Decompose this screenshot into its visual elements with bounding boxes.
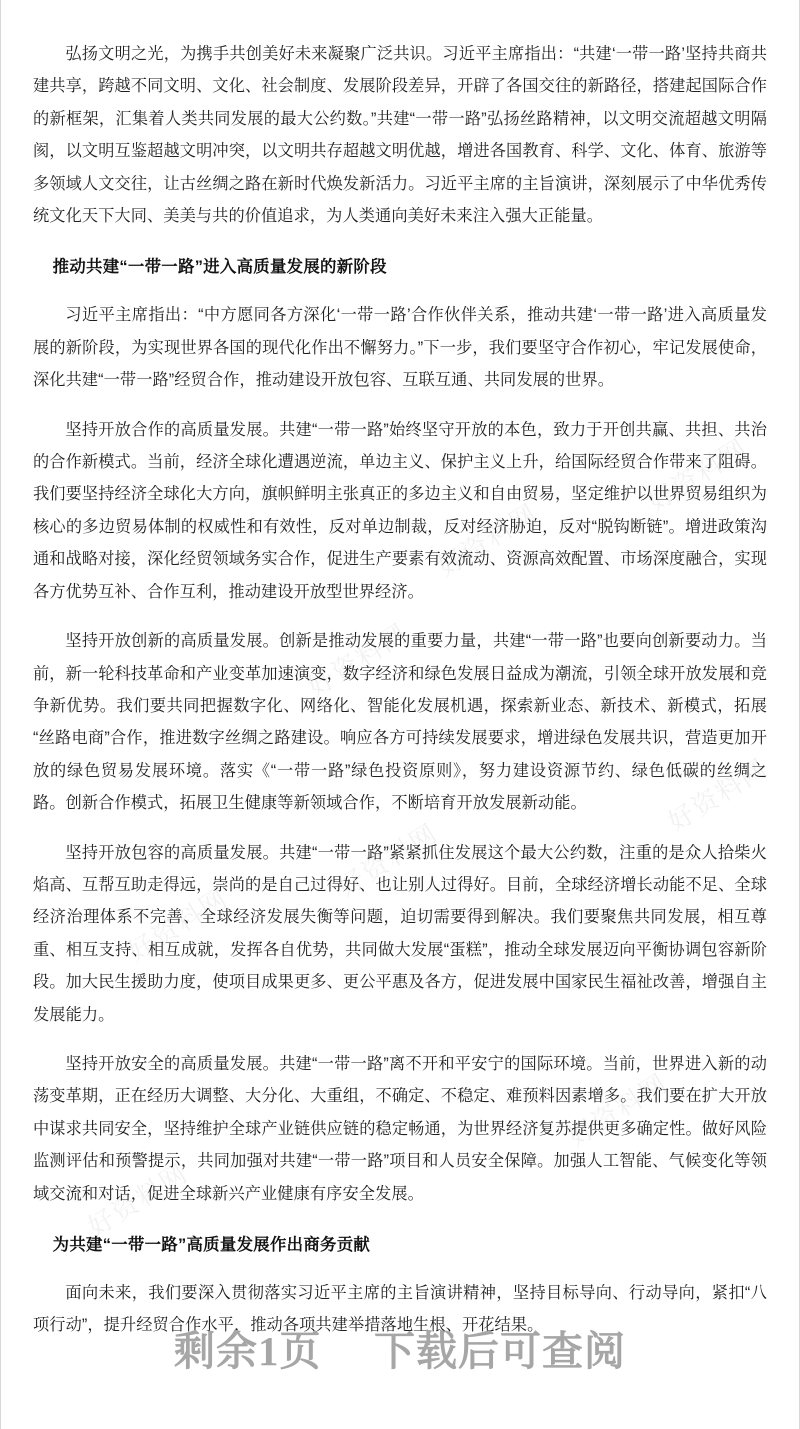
document-body [1, 0, 799, 1342]
body-paragraph: 坚持开放包容的高质量发展。共建“一带一路”紧紧抓住发展这个最大公约数，注重的是众人拾柴火焰高、互帮互助走得远，崇尚的是自己过得好、也让别人过得好。目前，全球经济增长动能不足、全球经济治理体系不完善、全球经济发展失衡等问题，迫切需要得到解决。我们要聚焦共同发展，相互尊重、相互支持、相互成就，发挥各自优势，共同做大发展“蛋糕”，推动全球发展迈向平衡协调包容新阶段。加大民生援助力度，使项目成果更多、更公平惠及各方，促进发展中国家民生福祉改善，增强自主发展能力。 [33, 843, 767, 1024]
section-heading: 推动共建“一带一路”进入高质量发展的新阶段 [52, 258, 387, 277]
body-paragraph: 坚持开放合作的高质量发展。共建“一带一路”始终坚守开放的本色，致力于开创共赢、共担、共治的合作新模式。当前，经济全球化遭遇逆流，单边主义、保护主义上升，给国际经贸合作带来了阻碍。我们要坚持经济全球化大方向，旗帜鲜明主张真正的多边主义和自由贸易，坚定维护以世界贸易组织为核心的多边贸易体制的权威性和有效性，反对单边制裁，反对经济胁迫，反对“脱钩断链”。增进政策沟通和战略对接，深化经贸领域务实合作，促进生产要素有效流动、资源高效配置、市场深度融合，实现各方优势互补、合作互利，推动建设开放型世界经济。 [33, 420, 767, 601]
body-paragraph: 坚持开放安全的高质量发展。共建“一带一路”离不开和平安宁的国际环境。当前，世界进入新的动荡变革期，正在经历大调整、大分化、大重组，不确定、不稳定、难预料因素增多。我们要在扩大开放中谋求共同安全，坚持维护全球产业链供应链的稳定畅通，为世界经济复苏提供更多确定性。做好风险监测评估和预警提示，共同加强对共建“一带一路”项目和人员安全保障。加强人工智能、气候变化等领域交流和对话，促进全球新兴产业健康有序安全发展。 [33, 1054, 767, 1203]
watermark-text: 好资料网 [332, 817, 444, 903]
watermark-text: 好资料网 [562, 1067, 674, 1153]
body-paragraph: 弘扬文明之光，为携手共创美好未来凝聚广泛共识。习近平主席指出：“共建‘一带一路’坚持共商共建共享，跨越不同文明、文化、社会制度、发展阶段差异，开辟了各国交往的新路径，搭建起国际合作的新框架，汇集着人类共同发展的最大公约数。”共建“一带一路”弘扬丝路精神，以文明交流超越文明隔阂，以文明互鉴超越文明冲突，以文明共存超越文明优越，增进各国教育、科学、文化、体育、旅游等多领域人文交往，让古丝绸之路在新时代焕发新活力。习近平主席的主旨演讲，深刻展示了中华优秀传统文化天下大同、美美与共的价值追求，为人类通向美好未来注入强大正能量。 [33, 45, 767, 226]
watermark-text: 好资料网 [642, 432, 754, 518]
section-heading: 为共建“一带一路”高质量发展作出商务贡献 [52, 1236, 371, 1254]
watermark-text: 好资料网 [122, 882, 234, 968]
watermark-text: 好资料网 [82, 1157, 194, 1243]
watermark-text: 好资料网 [432, 497, 544, 583]
download-teaser [1, 1318, 799, 1377]
body-paragraph: 坚持开放创新的高质量发展。创新是推动发展的重要力量，共建“一带一路”也要向创新要动力。当前，新一轮科技革命和产业变革加速演变，数字经济和绿色发展日益成为潮流，引领全球开放发展和竞争新优势。我们要共同把握数字化、网络化、智能化发展机遇，探索新业态、新技术、新模式，拓展“丝路电商”合作，推进数字丝绸之路建设。响应各方可持续发展要求，增进绿色发展共识，营造更加开放的绿色贸易发展环境。落实《“一带一路”绿色投资原则》，努力建设资源节约、绿色低碳的丝绸之路。创新合作模式，拓展卫生健康等新领域合作，不断培育开放发展新动能。 [33, 632, 767, 813]
watermark-text: 好资料网 [302, 617, 414, 703]
body-paragraph: 面向未来，我们要深入贯彻落实习近平主席的主旨演讲精神，坚持目标导向、行动导向，紧扣“八项行动”，提升经贸合作水平，推动各项共建举措落地生根、开花结果。 [33, 1284, 767, 1335]
download-hint-label: 下载后可查阅 [374, 1328, 626, 1374]
watermark-text: 好资料网 [662, 752, 774, 838]
body-paragraph: 习近平主席指出：“中方愿同各方深化‘一带一路’合作伙伴关系，推动共建‘一带一路’进入高质量发展的新阶段，为实现世界各国的现代化作出不懈努力。”下一步，我们要坚守合作初心，牢记发展使命，深化共建“一带一路”经贸合作，推动建设开放包容、互联互通、共同发展的世界。 [33, 306, 767, 390]
remaining-pages-label: 剩余1页 [174, 1328, 322, 1374]
